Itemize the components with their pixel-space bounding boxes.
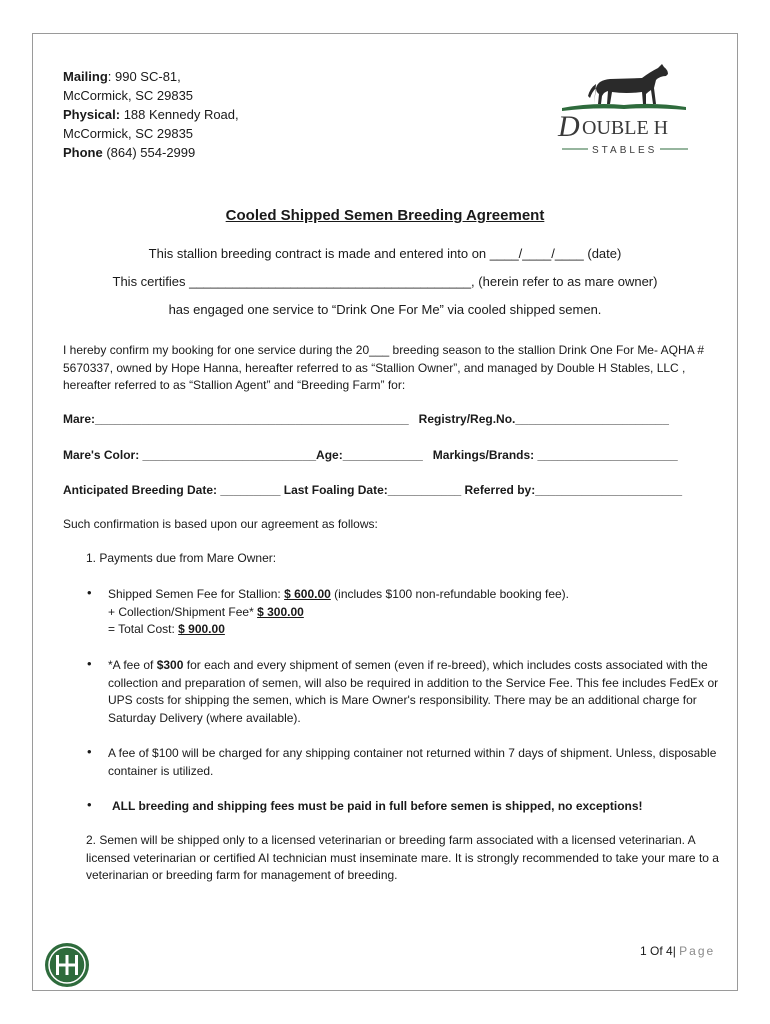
logo-main-text: OUBLE H bbox=[582, 117, 669, 139]
logo-sub-text: STABLES bbox=[592, 145, 658, 156]
payment-required-notice: ALL breeding and shipping fees must be paid in full before semen is shipped, no exceptions! bbox=[112, 799, 643, 813]
total-cost-label: = Total Cost: bbox=[108, 622, 179, 636]
semen-fee-note: (includes $100 non-refundable booking fee). bbox=[330, 587, 569, 601]
dates-referred-row: Anticipated Breeding Date: _________ Last Foaling Date:___________ Referred by:______________________ bbox=[63, 483, 683, 497]
page-word: Page bbox=[679, 944, 716, 958]
physical-line2: McCormick, SC 29835 bbox=[63, 126, 194, 141]
total-cost-amount: $ 900.00 bbox=[178, 622, 225, 636]
shipment-fee-prefix: *A fee of bbox=[108, 658, 157, 672]
intro-service-line: has engaged one service to “Drink One For Me” via cooled shipped semen. bbox=[168, 302, 602, 317]
bullet-icon: • bbox=[87, 797, 92, 812]
footer-separator: | bbox=[672, 944, 680, 958]
color-age-markings-row: Mare's Color: __________________________Age:____________ Markings/Brands: _____________________ bbox=[63, 448, 678, 462]
confirm-paragraph: I hereby confirm my booking for one service during the 20___ breeding season to the stallion Drink One For Me- AQHA # 5670337, owned by Hope Hanna, hereafter referred to as “Stallion Owner”, and managed by Double H Stables, LLC , hereafter referred to as “Stallion Agent” and “Breeding Farm” for: bbox=[63, 343, 705, 392]
phone-value: (864) 554-2999 bbox=[102, 145, 196, 160]
intro-certifies-line: This certifies _______________________________________, (herein refer to as mare owner) bbox=[112, 274, 658, 289]
physical-line1: 188 Kennedy Road, bbox=[120, 107, 239, 122]
collection-fee-amount: $ 300.00 bbox=[257, 604, 304, 619]
page-footer bbox=[640, 944, 715, 958]
collection-fee-label: + Collection/Shipment Fee* bbox=[108, 604, 258, 619]
bullet-icon: • bbox=[87, 744, 92, 759]
shipping-veterinarian-paragraph: 2. Semen will be shipped only to a licensed veterinarian or breeding farm associated with a licensed veterinarian. A licensed veterinarian or certified AI technician must inseminate mare. It is strongly recommended to take your mare to a veterinarian or breeding farm for management of breeding. bbox=[86, 833, 719, 882]
shipment-fee-amount: $300 bbox=[156, 658, 184, 672]
page-number: 1 Of 4 bbox=[640, 944, 673, 958]
document-title: Cooled Shipped Semen Breeding Agreement bbox=[225, 207, 545, 224]
bullet-icon: • bbox=[87, 585, 92, 600]
shipment-fee-text: for each and every shipment of semen (even if re-breed), which includes costs associated with the collection and preparation of semen, will also be required in addition to the Service Fee. This fee includes FedEx or UPS costs for shipping the semen, which is Mare Owner's responsibility. There may be an additional charge for Saturday Delivery (where available). bbox=[108, 658, 719, 725]
intro-date-line: This stallion breeding contract is made and entered into on ____/____/____ (date) bbox=[148, 246, 622, 261]
mare-registry-row: Mare:_______________________________________________ Registry/Reg.No._______________________ bbox=[63, 412, 669, 426]
mailing-line2: McCormick, SC 29835 bbox=[63, 88, 194, 103]
mailing-label: Mailing bbox=[63, 69, 108, 84]
mailing-line1: : 990 SC-81, bbox=[107, 69, 181, 84]
fee-breakdown bbox=[108, 586, 728, 639]
logo-letter: D bbox=[558, 110, 580, 143]
physical-label: Physical: bbox=[63, 107, 121, 122]
phone-label: Phone bbox=[63, 145, 103, 160]
bullet-icon: • bbox=[87, 656, 92, 671]
double-h-seal-logo bbox=[44, 942, 90, 988]
address-block bbox=[63, 67, 239, 162]
agreement-intro: Such confirmation is based upon our agreement as follows: bbox=[63, 517, 378, 531]
shipment-fee-paragraph bbox=[108, 657, 728, 727]
semen-fee-label: Shipped Semen Fee for Stallion: bbox=[108, 587, 285, 601]
horse-icon bbox=[588, 64, 668, 104]
container-fee-paragraph: A fee of $100 will be charged for any shipping container not returned within 7 days of shipment. Unless, disposable container is utilized. bbox=[108, 746, 717, 778]
semen-fee-amount: $ 600.00 bbox=[284, 587, 331, 601]
payments-heading: 1. Payments due from Mare Owner: bbox=[86, 551, 277, 565]
double-h-logo bbox=[554, 58, 694, 158]
